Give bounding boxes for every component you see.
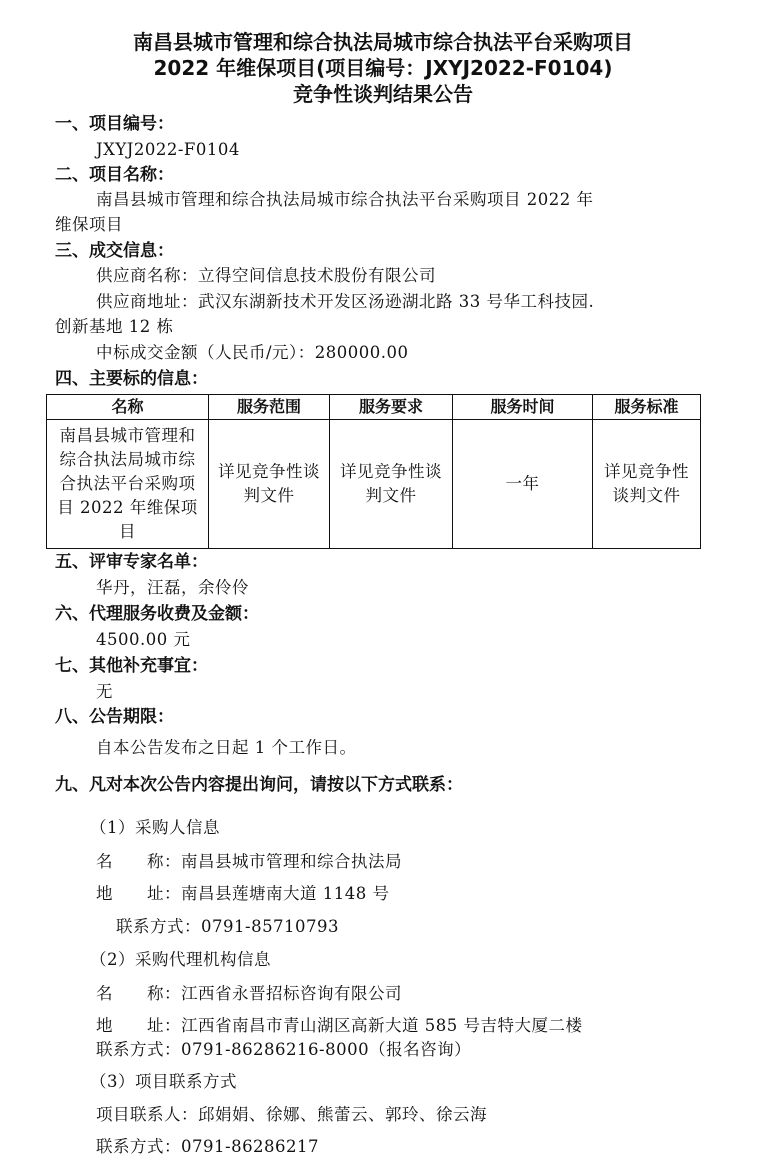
cell-standard: 详见竞争性谈判文件 [593, 420, 701, 549]
supplier-address-line-1: 供应商地址：武汉东湖新技术开发区汤逊湖北路 33 号华工科技园. [96, 292, 595, 311]
section-7-heading: 七、其他补充事宜： [55, 656, 208, 676]
expert-list: 华丹，汪磊，余伶伶 [96, 578, 249, 597]
section-6-heading: 六、代理服务收费及金额： [55, 604, 259, 624]
subject-table [46, 394, 701, 549]
agency-name: 名 称：江西省永晋招标咨询有限公司 [96, 984, 402, 1003]
supplier-name: 供应商名称：立得空间信息技术股份有限公司 [96, 266, 436, 285]
other-matters: 无 [96, 682, 113, 701]
section-2-heading: 二、项目名称： [55, 165, 174, 185]
buyer-info-title: （1）采购人信息 [90, 818, 220, 837]
buyer-contact: 联系方式：0791-85710793 [116, 917, 340, 936]
project-number: JXYJ2022-F0104 [96, 140, 240, 159]
section-9-heading: 九、凡对本次公告内容提出询问，请按以下方式联系： [55, 775, 463, 795]
header-name: 名称 [47, 395, 209, 420]
agency-address: 地 址：江西省南昌市青山湖区高新大道 585 号吉特大厦二楼 [96, 1016, 583, 1035]
agency-fee: 4500.00 元 [96, 630, 191, 649]
section-1-heading: 一、项目编号： [55, 114, 174, 134]
supplier-address-line-2: 创新基地 12 栋 [55, 317, 174, 336]
agency-info-title: （2）采购代理机构信息 [90, 950, 271, 969]
project-name-line-1: 南昌县城市管理和综合执法局城市综合执法平台采购项目 2022 年 [96, 190, 594, 209]
table-header-row [47, 395, 701, 420]
project-name-line-2: 维保项目 [55, 215, 123, 234]
notice-period: 自本公告发布之日起 1 个工作日。 [96, 738, 357, 757]
title-line-1: 南昌县城市管理和综合执法局城市综合执法平台采购项目 [133, 30, 633, 54]
header-standard: 服务标准 [593, 395, 701, 420]
agency-contact: 联系方式：0791-86286216-8000（报名咨询） [96, 1040, 472, 1059]
title-line-2: 2022 年维保项目(项目编号：JXYJ2022-F0104) [153, 56, 613, 80]
project-contact-title: （3）项目联系方式 [90, 1072, 237, 1091]
title-line-3: 竞争性谈判结果公告 [293, 82, 473, 106]
cell-requirement: 详见竞争性谈判文件 [330, 420, 453, 549]
section-5-heading: 五、评审专家名单： [55, 552, 208, 572]
section-8-heading: 八、公告期限： [55, 707, 174, 727]
section-3-heading: 三、成交信息： [55, 241, 174, 261]
table-row [47, 420, 701, 549]
cell-time: 一年 [453, 420, 593, 549]
project-contact-phone: 联系方式：0791-86286217 [96, 1137, 320, 1156]
header-requirement: 服务要求 [330, 395, 453, 420]
header-time: 服务时间 [453, 395, 593, 420]
project-contacts: 项目联系人：邱娟娟、徐娜、熊蕾云、郭玲、徐云海 [96, 1105, 487, 1124]
award-amount: 中标成交金额（人民币/元）：280000.00 [96, 343, 409, 362]
buyer-address: 地 址：南昌县莲塘南大道 1148 号 [96, 884, 390, 903]
section-4-heading: 四、主要标的信息： [55, 369, 208, 389]
header-scope: 服务范围 [209, 395, 330, 420]
cell-name: 南昌县城市管理和综合执法局城市综合执法平台采购项目 2022 年维保项目 [47, 420, 209, 549]
cell-scope: 详见竞争性谈判文件 [209, 420, 330, 549]
buyer-name: 名 称：南昌县城市管理和综合执法局 [96, 852, 402, 871]
